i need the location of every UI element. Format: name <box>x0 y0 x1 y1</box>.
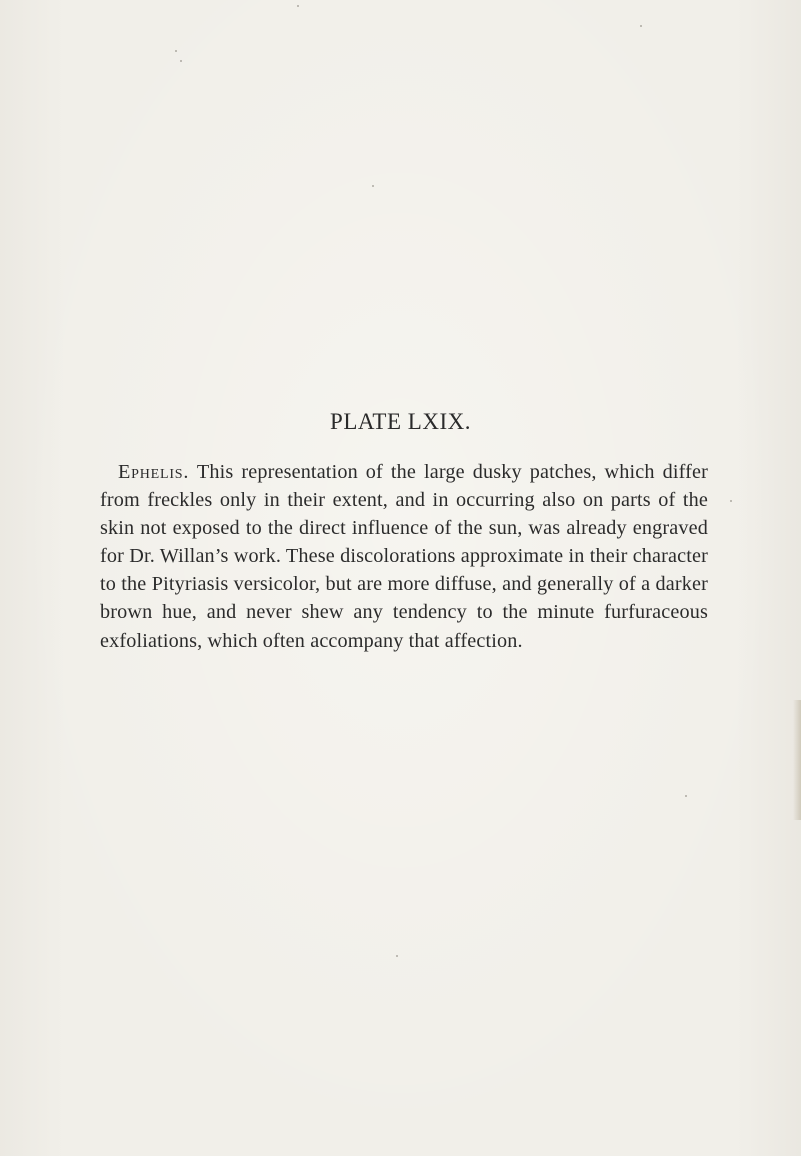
paper-speck <box>372 185 374 187</box>
paper-speck <box>396 955 398 957</box>
plate-title: PLATE LXIX. <box>330 409 471 434</box>
plate-description <box>100 458 708 655</box>
paper-speck <box>640 25 642 27</box>
paper-speck <box>297 5 299 7</box>
description-text: This representation of the large dusky patches, which differ from freckles only in their extent, and in occurring also on parts of the skin not exposed to the direct influence of the sun, was already engraved for Dr. Willan’s work. These discolorations approximate in their character to the Pityriasis versicolor, but are more diffuse, and generally of a darker brown hue, and never shew any tendency to the minute furfuraceous exfoliations, which often accompany that affection. <box>100 461 708 652</box>
paper-speck <box>685 795 687 797</box>
description-lead-word: Ephelis. <box>118 461 190 483</box>
paper-speck <box>180 60 182 62</box>
paper-speck <box>175 50 177 52</box>
page-edge-shadow <box>793 700 801 820</box>
paper-speck <box>730 500 732 502</box>
